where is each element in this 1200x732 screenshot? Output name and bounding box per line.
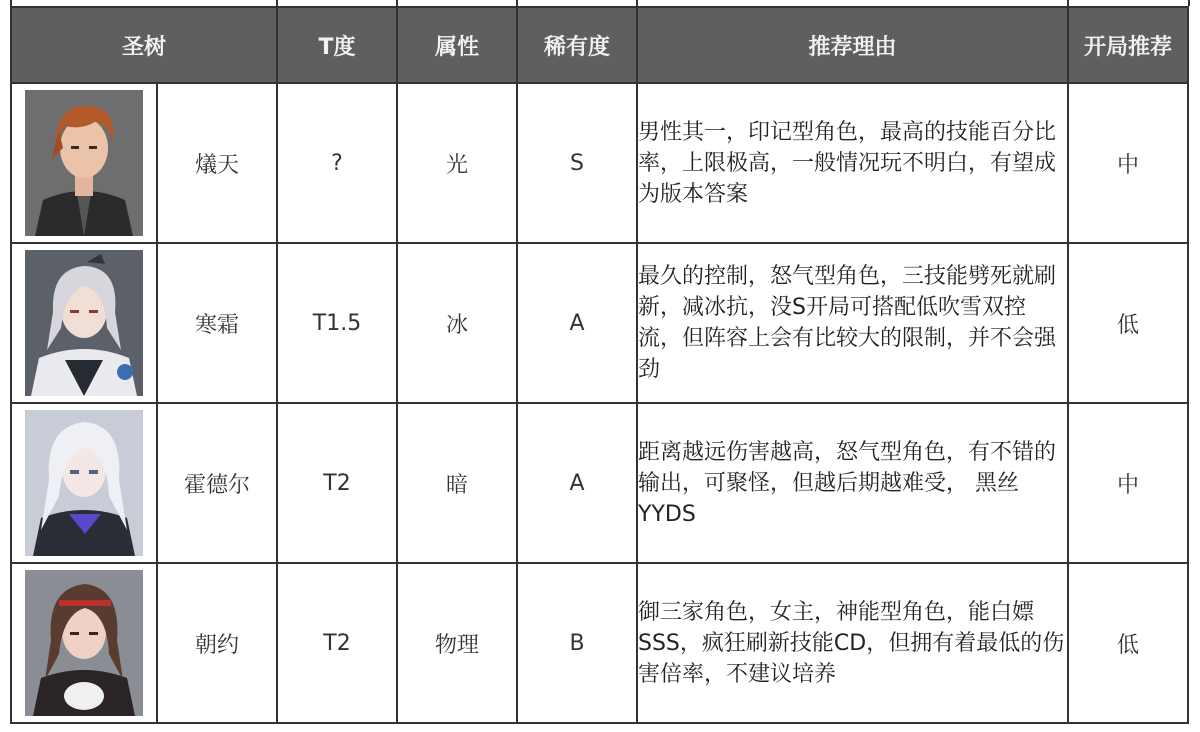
portrait-cell — [11, 563, 157, 723]
tier-value: ? — [277, 83, 397, 243]
header-reason: 推荐理由 — [637, 7, 1068, 83]
character-name: 寒霜 — [157, 243, 277, 403]
character-table — [10, 6, 1189, 724]
tier-value: T2 — [277, 403, 397, 563]
start-recommend-value: 中 — [1068, 83, 1188, 243]
rarity-value: A — [517, 243, 637, 403]
header-attribute: 属性 — [397, 7, 517, 83]
attribute-value: 光 — [397, 83, 517, 243]
reason-text: 距离越远伤害越高，怒气型角色，有不错的输出，可聚怪，但越后期越难受， 黑丝YYDS — [637, 403, 1068, 563]
reason-text: 御三家角色，女主，神能型角色，能白嫖SSS，疯狂刷新技能CD，但拥有着最低的伤害倍率，不建议培养 — [637, 563, 1068, 723]
character-portrait — [25, 570, 143, 716]
character-portrait — [25, 410, 143, 556]
character-name: 燨天 — [157, 83, 277, 243]
header-saint-tree: 圣树 — [11, 7, 277, 83]
table-row — [11, 83, 1188, 243]
attribute-value: 暗 — [397, 403, 517, 563]
header-row — [11, 7, 1188, 83]
header-start-recommend: 开局推荐 — [1068, 7, 1188, 83]
header-tier: T度 — [277, 7, 397, 83]
rarity-value: A — [517, 403, 637, 563]
table-row — [11, 563, 1188, 723]
portrait-cell — [11, 83, 157, 243]
tier-value: T1.5 — [277, 243, 397, 403]
rarity-value: B — [517, 563, 637, 723]
character-name: 朝约 — [157, 563, 277, 723]
reason-text: 男性其一，印记型角色，最高的技能百分比率，上限极高，一般情况玩不明白，有望成为版本答案 — [637, 83, 1068, 243]
rarity-value: S — [517, 83, 637, 243]
attribute-value: 冰 — [397, 243, 517, 403]
attribute-value: 物理 — [397, 563, 517, 723]
reason-text: 最久的控制，怒气型角色，三技能劈死就刷新，减冰抗，没S开局可搭配低吹雪双控流，但阵容上会有比较大的限制，并不会强劲 — [637, 243, 1068, 403]
start-recommend-value: 中 — [1068, 403, 1188, 563]
tier-value: T2 — [277, 563, 397, 723]
table-row — [11, 403, 1188, 563]
table-row — [11, 243, 1188, 403]
header-rarity: 稀有度 — [517, 7, 637, 83]
character-name: 霍德尔 — [157, 403, 277, 563]
character-portrait — [25, 90, 143, 236]
character-portrait — [25, 250, 143, 396]
portrait-cell — [11, 403, 157, 563]
start-recommend-value: 低 — [1068, 243, 1188, 403]
portrait-cell — [11, 243, 157, 403]
start-recommend-value: 低 — [1068, 563, 1188, 723]
